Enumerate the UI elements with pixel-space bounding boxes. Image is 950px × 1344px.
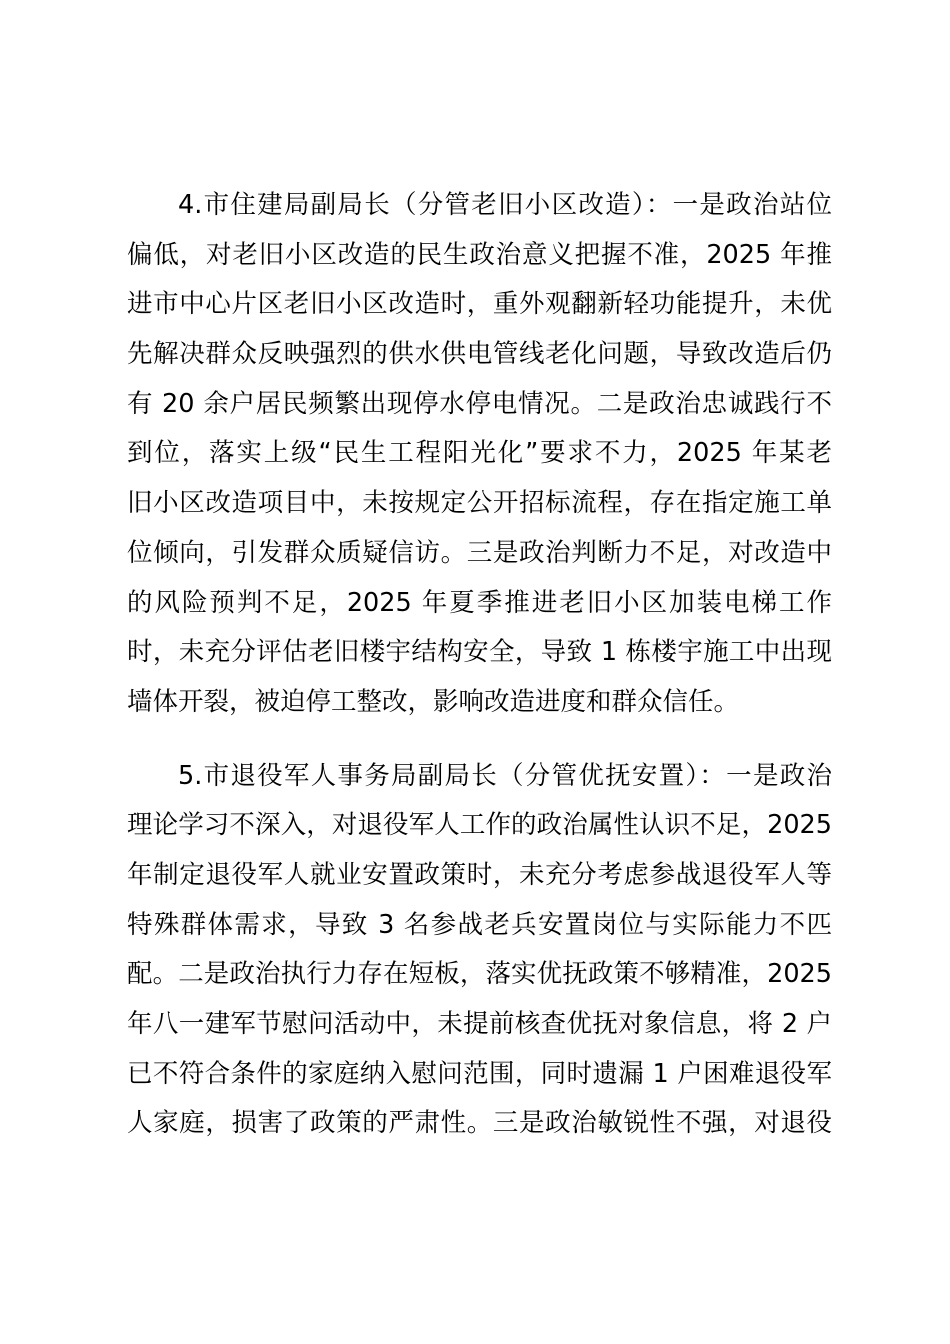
paragraph-line: 旧小区改造项目中，未按规定公开招标流程，存在指定施工单 (127, 488, 832, 519)
paragraph-line: 进市中心片区老旧小区改造时，重外观翻新轻功能提升，未优 (127, 289, 832, 320)
paragraph-line: 时，未充分评估老旧楼宇结构安全，导致 1 栋楼宇施工中出现 (127, 637, 832, 668)
paragraph-line: 的风险预判不足，2025 年夏季推进老旧小区加装电梯工作 (127, 587, 832, 618)
paragraph-item-4 (127, 181, 832, 728)
paragraph-line: 年制定退役军人就业安置政策时，未充分考虑参战退役军人等 (127, 859, 832, 890)
paragraph-item-5 (127, 752, 832, 1150)
paragraph-line: 年八一建军节慰问活动中，未提前核查优抚对象信息，将 2 户 (127, 1009, 832, 1039)
paragraph-line: 人家庭，损害了政策的严肃性。三是政治敏锐性不强，对退役 (127, 1108, 832, 1139)
paragraph-line: 5.市退役军人事务局副局长（分管优抚安置）：一是政治 (178, 760, 832, 791)
paragraph-line: 位倾向，引发群众质疑信访。三是政治判断力不足，对改造中 (127, 537, 832, 568)
document-body (127, 181, 832, 1173)
paragraph-line: 先解决群众反映强烈的供水供电管线老化问题，导致改造后仍 (127, 339, 832, 370)
paragraph-line: 4.市住建局副局长（分管老旧小区改造）：一是政治站位 (178, 190, 832, 220)
paragraph-line: 理论学习不深入，对退役军人工作的政治属性认识不足，2025 (127, 810, 832, 841)
paragraph-line: 有 20 余户居民频繁出现停水停电情况。二是政治忠诚践行不 (127, 388, 832, 419)
paragraph-line: 墙体开裂，被迫停工整改，影响改造进度和群众信任。 (127, 686, 740, 717)
paragraph-line: 已不符合条件的家庭纳入慰问范围，同时遗漏 1 户困难退役军 (127, 1058, 832, 1089)
paragraph-line: 特殊群体需求，导致 3 名参战老兵安置岗位与实际能力不匹 (127, 909, 832, 940)
paragraph-line: 配。二是政治执行力存在短板，落实优抚政策不够精准，2025 (127, 959, 832, 990)
paragraph-line: 偏低，对老旧小区改造的民生政治意义把握不准，2025 年推 (127, 239, 832, 270)
paragraph-line: 到位，落实上级“民生工程阳光化”要求不力，2025 年某老 (127, 438, 832, 469)
